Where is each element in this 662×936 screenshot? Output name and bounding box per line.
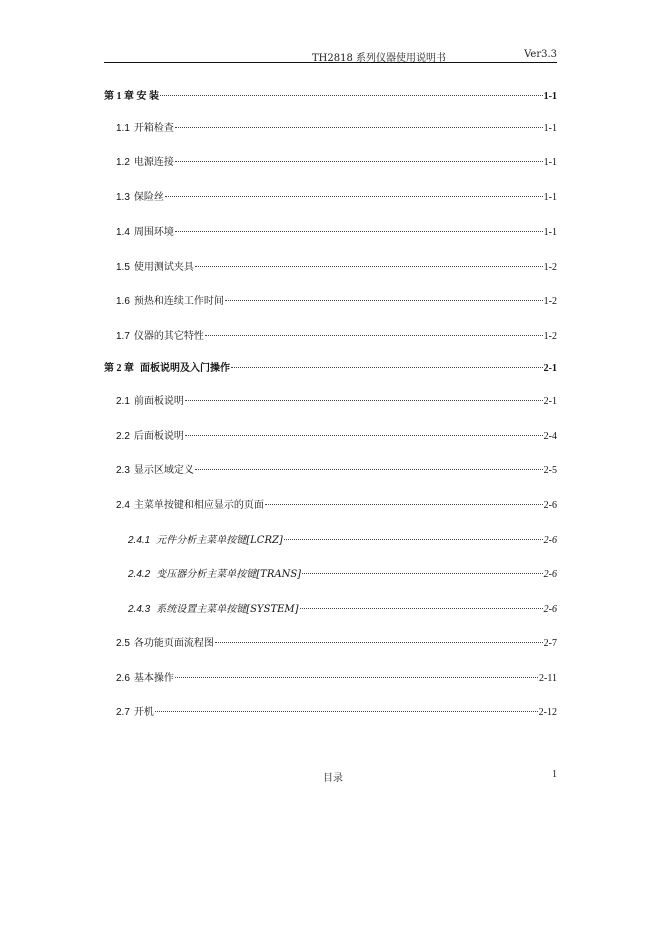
footer-label: 目录 [323,773,343,784]
toc-section-1-7[interactable] [116,330,557,344]
toc-leader [160,95,543,96]
header-rule [104,62,557,63]
toc-section-1-3[interactable] [116,191,557,205]
toc-number: 2.7 [116,707,130,718]
toc-leader [195,469,543,470]
toc-page: 2-7 [543,638,557,649]
toc-section-1-6[interactable] [116,295,557,309]
toc-leader [165,196,543,197]
toc-number: 2.1 [116,396,130,407]
toc-leader [215,642,543,643]
toc-page: 1-2 [543,262,557,273]
toc-page: 2-11 [539,673,557,684]
toc-leader [284,539,543,540]
toc-section-1-5[interactable] [116,261,557,275]
toc-page: 2-1 [543,396,557,407]
toc-section-1-2[interactable] [116,156,557,170]
toc-number: 2.4.3 [128,604,151,615]
toc-leader [265,504,543,505]
toc-title: 使用测试夹具 [133,262,194,273]
toc-title: 开箱检查 [133,123,174,134]
toc-section-2-3[interactable] [116,464,557,478]
toc-page: 2-4 [543,431,557,442]
toc-number: 2.4.1 [128,535,151,546]
toc-page: 2-6 [543,500,557,511]
toc-section-2-7[interactable] [116,706,557,720]
toc-title: 开机 [133,707,154,718]
toc-page: 2-6 [543,569,557,580]
toc-title: 系统设置主菜单按键[SYSTEM] [156,604,299,615]
toc-page: 1-1 [543,227,557,238]
toc-leader [231,367,543,368]
toc-leader [175,161,543,162]
toc-leader [195,266,543,267]
toc-subsection-2-4-1[interactable] [128,534,557,548]
toc-chapter-2[interactable] [104,362,557,376]
toc-number: 第 2 章 [104,363,134,374]
toc-page: 2-6 [543,535,557,546]
toc-section-2-5[interactable] [116,637,557,651]
toc-page: 1-2 [543,296,557,307]
toc-leader [185,435,543,436]
toc-page: 2-1 [543,363,557,374]
toc-page: 1-2 [543,331,557,342]
toc-title: 预热和连续工作时间 [133,296,224,307]
toc-section-2-1[interactable] [116,395,557,409]
toc-section-2-2[interactable] [116,430,557,444]
toc-title: 前面板说明 [133,396,184,407]
toc-number: 2.5 [116,638,130,649]
toc-leader [175,127,543,128]
toc-number: 1.5 [116,262,130,273]
toc-number: 2.6 [116,673,130,684]
toc-leader [185,400,543,401]
toc-page: 2-12 [538,707,557,718]
toc-leader [205,335,543,336]
toc-leader [175,677,538,678]
toc-page: 1-1 [543,91,557,102]
toc-subsection-2-4-3[interactable] [128,603,557,617]
toc-number: 1.2 [116,157,130,168]
toc-number: 2.3 [116,465,130,476]
header-title: TH2818 系列仪器使用说明书 [312,53,447,64]
toc-number: 1.3 [116,192,130,203]
toc-title: 元件分析主菜单按键[LCRZ] [156,535,283,546]
toc-section-1-4[interactable] [116,226,557,240]
toc-title: 后面板说明 [133,431,184,442]
toc-number: 1.6 [116,296,130,307]
toc-leader [302,573,543,574]
toc-subsection-2-4-2[interactable] [128,568,557,582]
toc-leader [225,300,543,301]
toc-section-1-1[interactable] [116,122,557,136]
footer-page-number: 1 [552,769,557,780]
toc-title: 保险丝 [133,192,164,203]
toc-page: 2-6 [543,604,557,615]
toc-title: 仪器的其它特性 [133,331,204,342]
toc-section-2-6[interactable] [116,672,557,686]
toc-number: 2.2 [116,431,130,442]
toc-title: 周围环境 [133,227,174,238]
toc-leader [155,711,538,712]
toc-number: 2.4.2 [128,569,151,580]
toc-title: 主菜单按键和相应显示的页面 [133,500,264,511]
toc-title: 基本操作 [133,673,174,684]
toc-number: 第 1 章 安 装 [104,91,159,102]
toc-number: 1.4 [116,227,130,238]
toc-leader [175,231,543,232]
toc-page: 1-1 [543,192,557,203]
toc-title: 显示区域定义 [133,465,194,476]
toc-page: 1-1 [543,157,557,168]
header-version: Ver3.3 [524,49,557,60]
toc-number: 1.1 [116,123,130,134]
toc-section-2-4[interactable] [116,499,557,513]
toc-title: 各功能页面流程图 [133,638,214,649]
toc-title: 变压器分析主菜单按键[TRANS] [156,569,302,580]
toc-number: 2.4 [116,500,130,511]
toc-page: 2-5 [543,465,557,476]
toc-chapter-1[interactable] [104,90,557,104]
toc-title: 电源连接 [133,157,174,168]
toc-page: 1-1 [543,123,557,134]
toc-leader [300,608,543,609]
toc-title: 面板说明及入门操作 [140,363,230,374]
toc-number: 1.7 [116,331,130,342]
